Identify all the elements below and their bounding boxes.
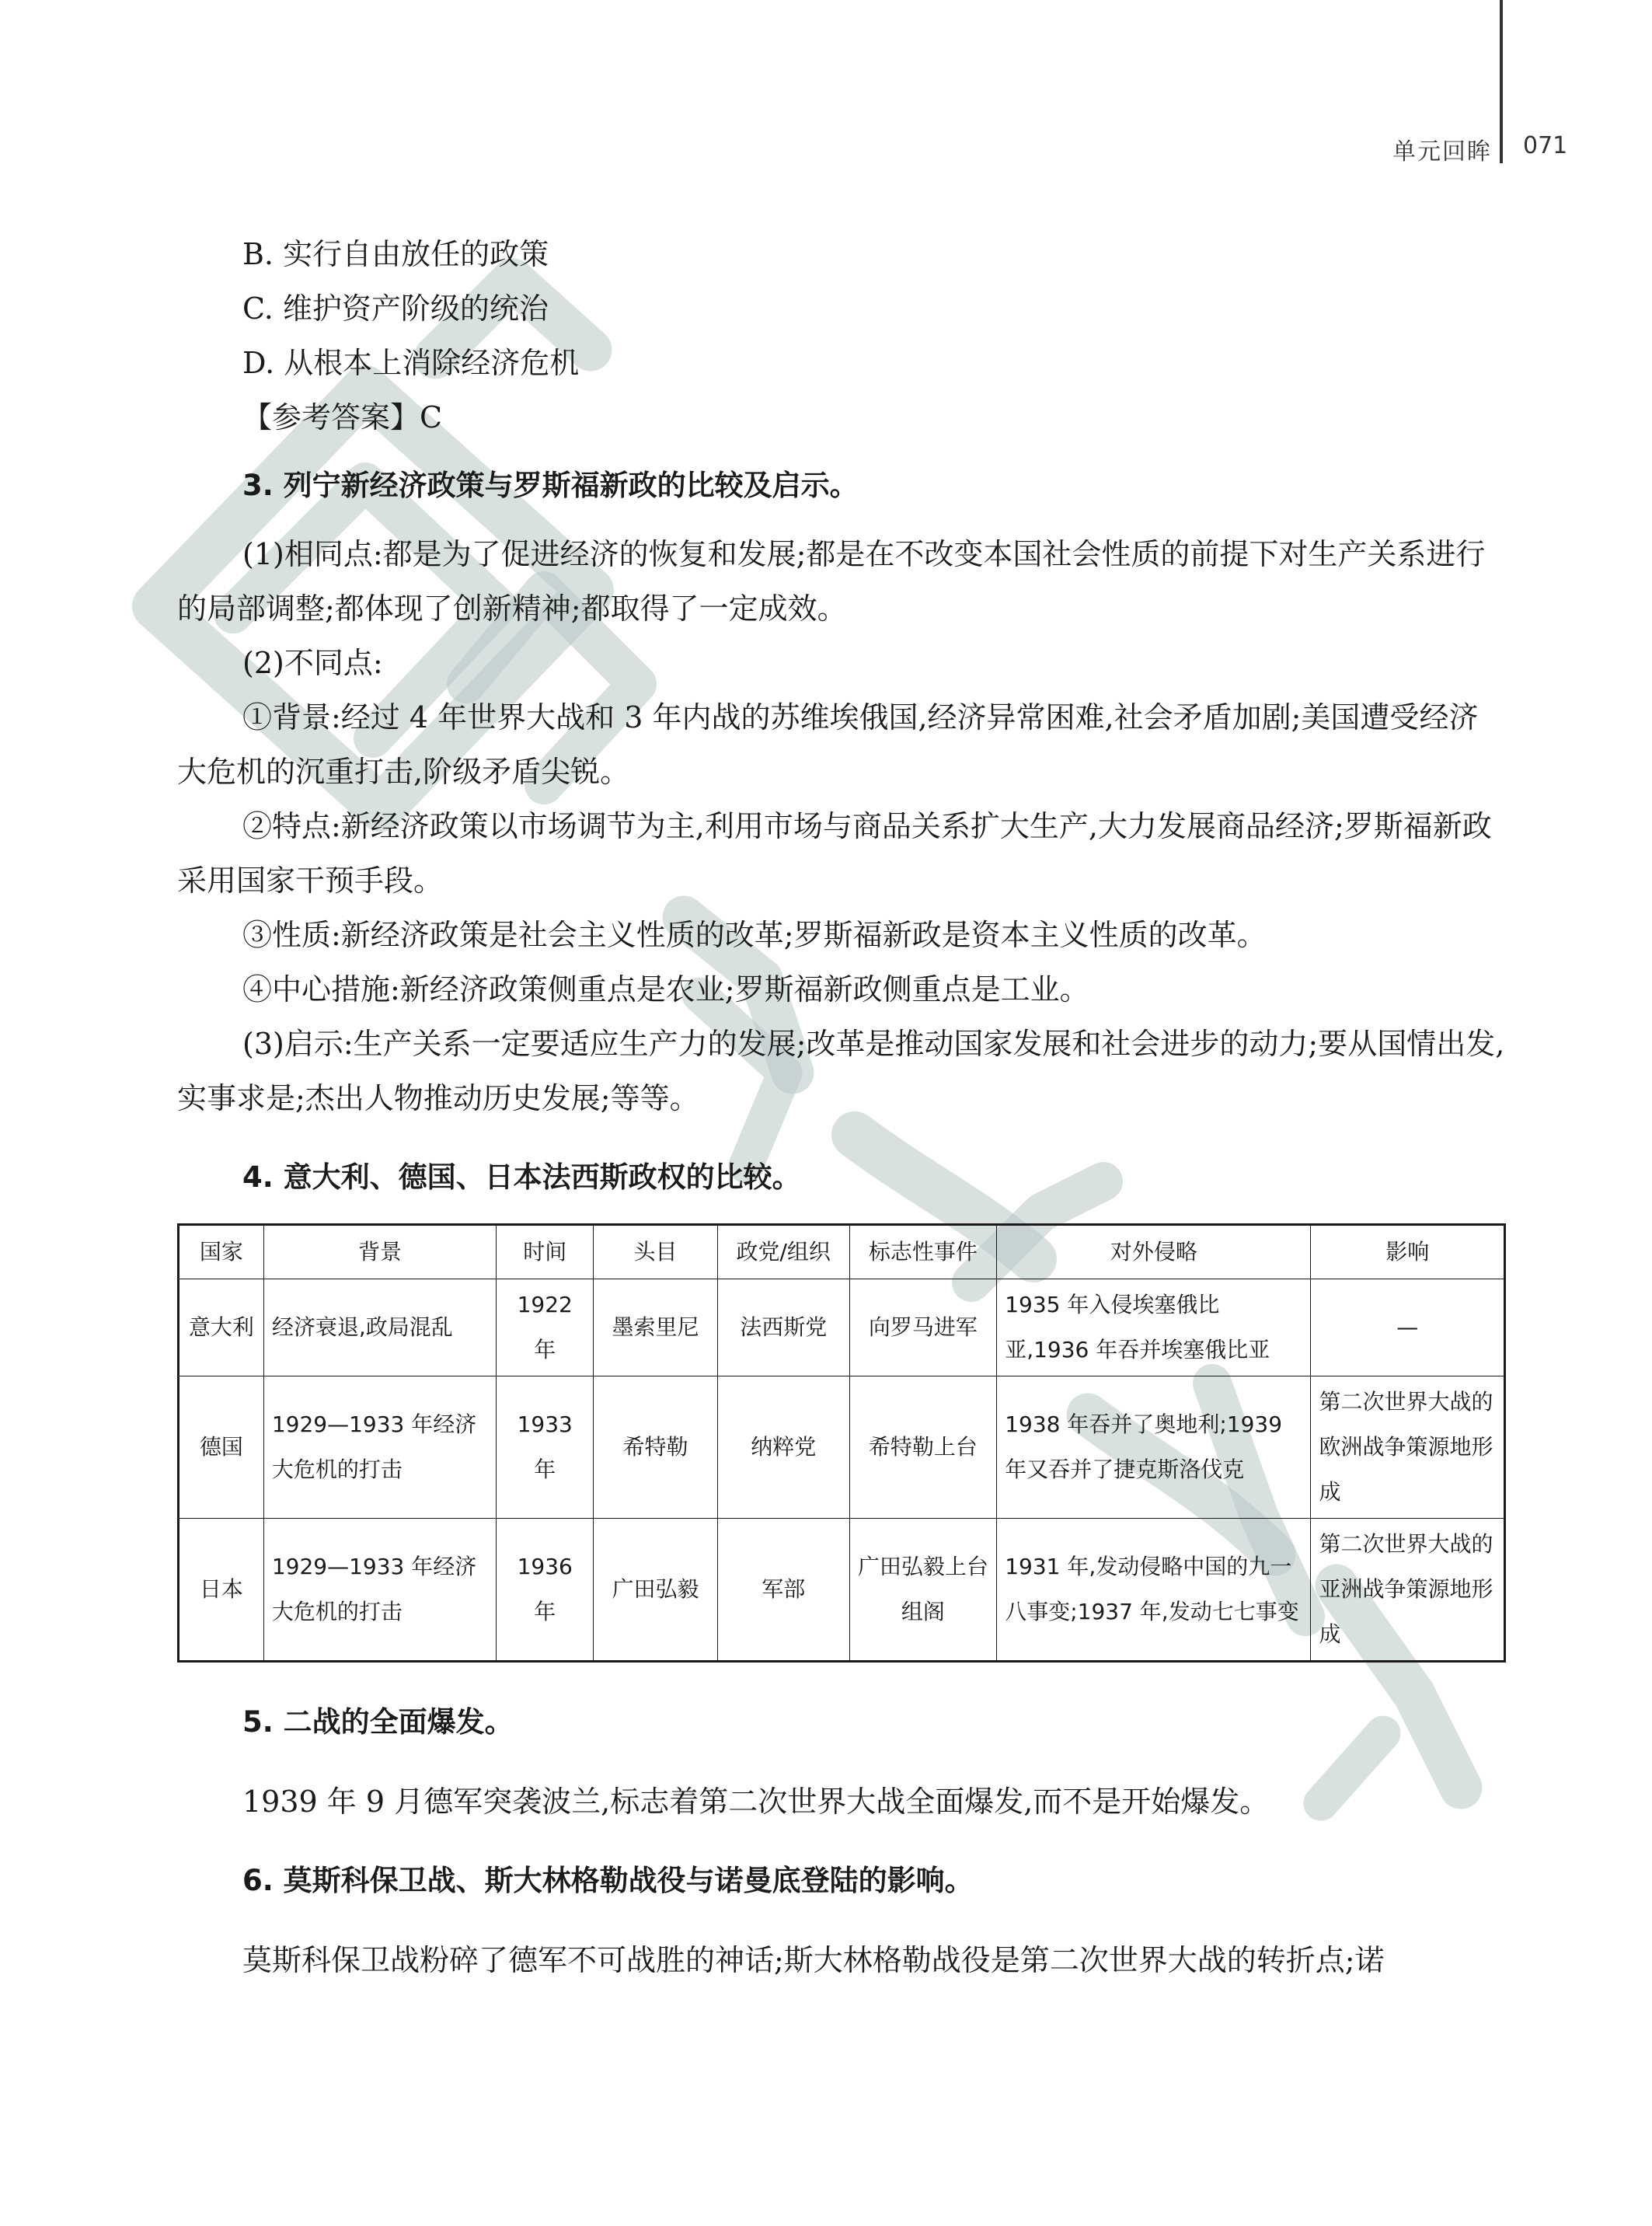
header-time: 时间	[497, 1225, 594, 1279]
header-aggression: 对外侵略	[997, 1225, 1311, 1279]
cell-party: 法西斯党	[717, 1279, 849, 1376]
section3-difference-3: ③性质:新经济政策是社会主义性质的改革;罗斯福新政是资本主义性质的改革。	[242, 918, 1267, 952]
cell-event: 希特勒上台	[849, 1376, 997, 1519]
cell-country: 日本	[179, 1519, 264, 1662]
section3-difference-1: ①背景:经过 4 年世界大战和 3 年内战的苏维埃俄国,经济异常困难,社会矛盾加剧;美国遭受经济大危机的沉重打击,阶级矛盾尖锐。	[177, 700, 1479, 789]
answer-line: 【参考答案】C	[242, 400, 443, 434]
cell-aggression: 1935 年入侵埃塞俄比亚,1936 年吞并埃塞俄比亚	[997, 1279, 1311, 1376]
cell-time: 1936 年	[497, 1519, 594, 1662]
table-row	[179, 1519, 1505, 1662]
cell-leader: 墨索里尼	[594, 1279, 718, 1376]
option-b: B. 实行自由放任的政策	[242, 237, 549, 271]
header-leader: 头目	[594, 1225, 718, 1279]
cell-background: 1929—1933 年经济大危机的打击	[263, 1376, 496, 1519]
cell-party: 军部	[717, 1519, 849, 1662]
section3-difference-2: ②特点:新经济政策以市场调节为主,利用市场与商品关系扩大生产,大力发展商品经济;罗斯福新政采用国家干预手段。	[177, 809, 1492, 898]
main-content	[177, 227, 1506, 1987]
section3-similarities: (1)相同点:都是为了促进经济的恢复和发展;都是在不改变本国社会性质的前提下对生产关系进行的局部调整;都体现了创新精神;都取得了一定成效。	[177, 537, 1486, 626]
option-c: C. 维护资产阶级的统治	[242, 291, 549, 326]
cell-time: 1933 年	[497, 1376, 594, 1519]
cell-influence: 第二次世界大战的亚洲战争策源地形成	[1311, 1519, 1505, 1662]
cell-event: 广田弘毅上台组阁	[849, 1519, 997, 1662]
cell-time: 1922 年	[497, 1279, 594, 1376]
cell-influence: —	[1311, 1279, 1505, 1376]
cell-aggression: 1938 年吞并了奥地利;1939 年又吞并了捷克斯洛伐克	[997, 1376, 1311, 1519]
cell-event: 向罗马进军	[849, 1279, 997, 1376]
header-background: 背景	[263, 1225, 496, 1279]
page-number: 071	[1523, 132, 1568, 159]
section3-inspiration: (3)启示:生产关系一定要适应生产力的发展;改革是推动国家发展和社会进步的动力;要从国情出发,实事求是;杰出人物推动历史发展;等等。	[177, 1027, 1505, 1115]
header-event: 标志性事件	[849, 1225, 997, 1279]
cell-aggression: 1931 年,发动侵略中国的九一八事变;1937 年,发动七七事变	[997, 1519, 1311, 1662]
table-header-row	[179, 1225, 1505, 1279]
cell-background: 1929—1933 年经济大危机的打击	[263, 1519, 496, 1662]
header-influence: 影响	[1311, 1225, 1505, 1279]
cell-influence: 第二次世界大战的欧洲战争策源地形成	[1311, 1376, 1505, 1519]
section3-heading: 3. 列宁新经济政策与罗斯福新政的比较及启示。	[242, 469, 859, 502]
option-d: D. 从根本上消除经济危机	[242, 346, 580, 380]
cell-leader: 广田弘毅	[594, 1519, 718, 1662]
section3-differences-title: (2)不同点:	[242, 646, 383, 680]
section6-text: 莫斯科保卫战粉碎了德军不可战胜的神话;斯大林格勒战役是第二次世界大战的转折点;诺	[242, 1943, 1385, 1977]
header-country: 国家	[179, 1225, 264, 1279]
cell-party: 纳粹党	[717, 1376, 849, 1519]
fascism-comparison-table	[177, 1223, 1506, 1663]
section3-difference-4: ④中心措施:新经济政策侧重点是农业;罗斯福新政侧重点是工业。	[242, 972, 1089, 1007]
section5-heading: 5. 二战的全面爆发。	[242, 1705, 514, 1739]
running-head: 单元回眸	[1392, 138, 1492, 166]
table-row	[179, 1376, 1505, 1519]
section4-heading: 4. 意大利、德国、日本法西斯政权的比较。	[242, 1160, 801, 1194]
section5-text: 1939 年 9 月德军突袭波兰,标志着第二次世界大战全面爆发,而不是开始爆发。	[242, 1785, 1270, 1819]
cell-country: 德国	[179, 1376, 264, 1519]
section6-heading: 6. 莫斯科保卫战、斯大林格勒战役与诺曼底登陆的影响。	[242, 1864, 974, 1897]
cell-leader: 希特勒	[594, 1376, 718, 1519]
header-party: 政党/组织	[717, 1225, 849, 1279]
table-row	[179, 1279, 1505, 1376]
cell-country: 意大利	[179, 1279, 264, 1376]
cell-background: 经济衰退,政局混乱	[263, 1279, 496, 1376]
header-divider	[1500, 0, 1503, 163]
